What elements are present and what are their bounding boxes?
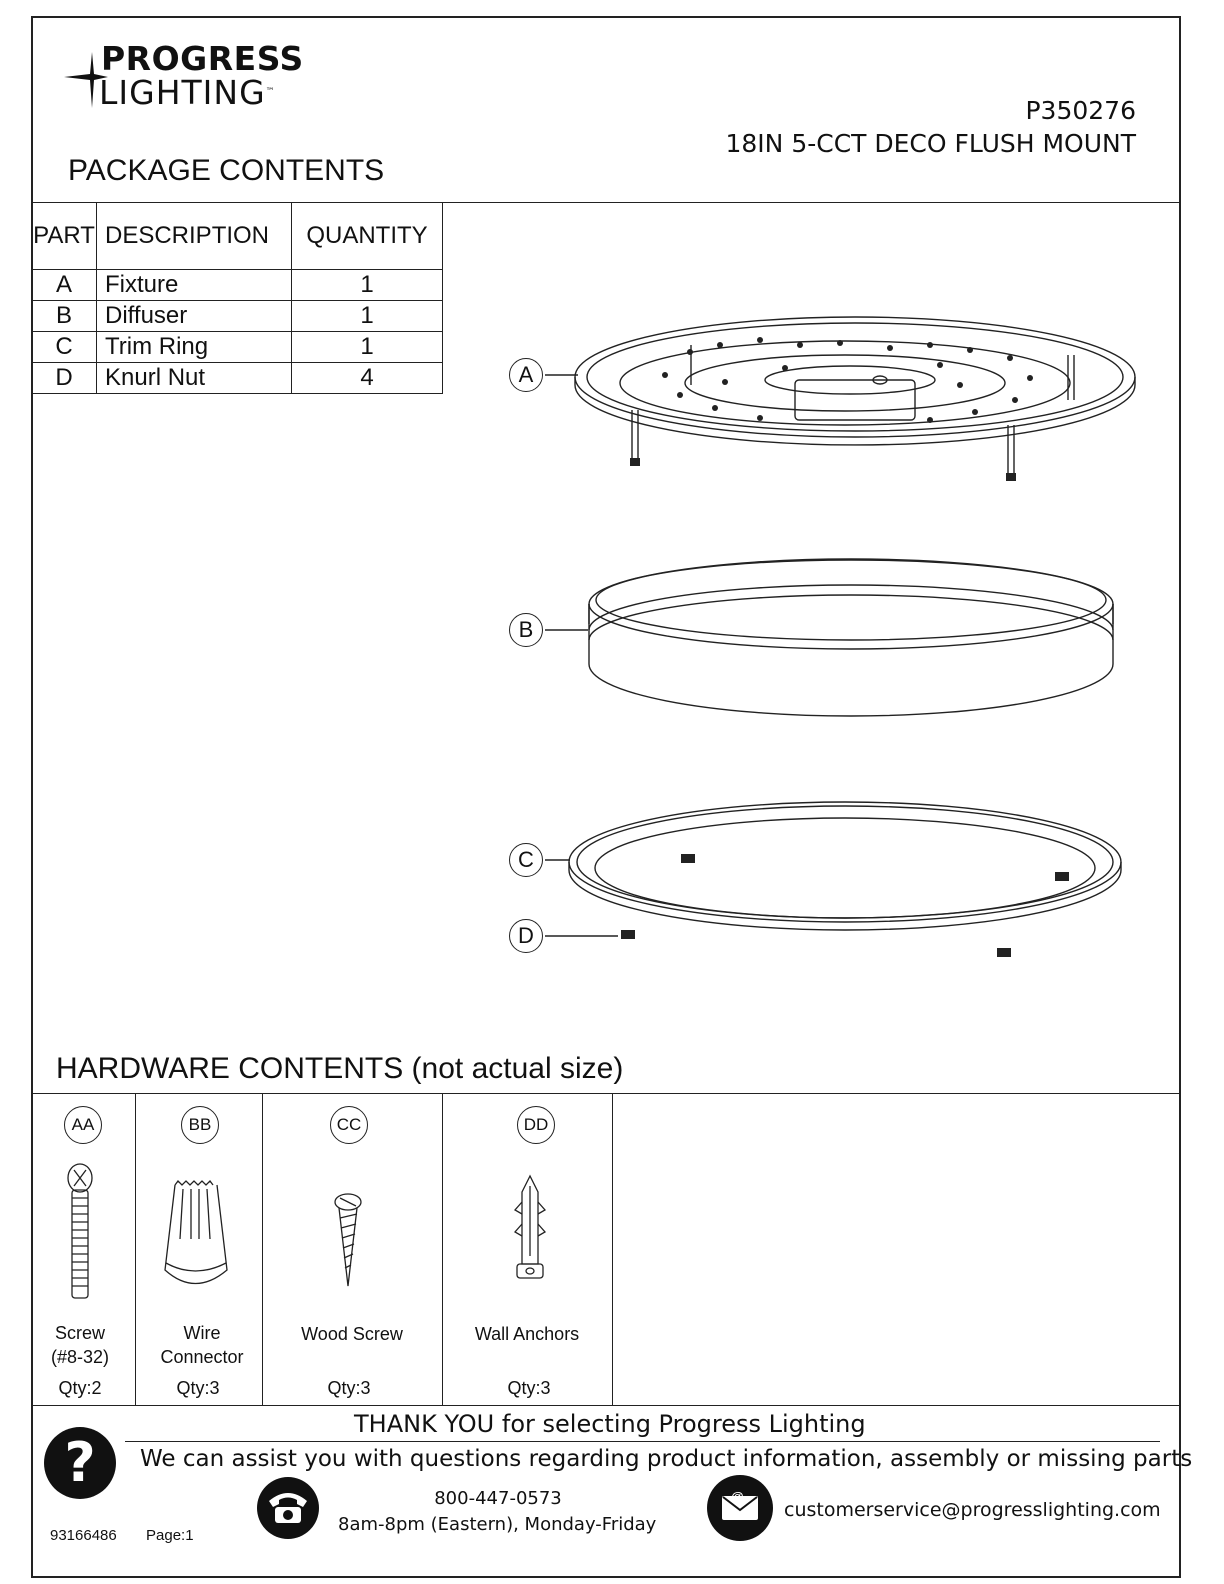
thank-you-text: THANK YOU for selecting Progress Lighting — [354, 1410, 866, 1438]
divider — [135, 1093, 136, 1405]
question-icon: ? — [44, 1427, 116, 1499]
knurl-nuts — [621, 854, 1069, 957]
cell-description: Fixture — [97, 270, 292, 301]
cell-description: Diffuser — [97, 301, 292, 332]
email-icon: @ — [707, 1475, 773, 1541]
hardware-qty: Qty:2 — [58, 1378, 102, 1398]
header-description: DESCRIPTION — [97, 203, 292, 270]
cell-quantity: 1 — [292, 301, 443, 332]
hardware-id: DD — [517, 1106, 555, 1144]
wire-connector-icon — [155, 1175, 235, 1300]
callout-b: B — [509, 613, 543, 647]
callout-d: D — [509, 919, 543, 953]
divider — [442, 1093, 443, 1405]
hardware-name-detail: (#8-32) — [50, 1347, 110, 1367]
hardware-name: Wall Anchors — [474, 1324, 580, 1344]
brand-line1: PROGRESS — [101, 39, 304, 78]
divider — [125, 1441, 1160, 1442]
phone-icon — [255, 1475, 321, 1541]
trim-ring-illustration — [569, 802, 1121, 930]
diffuser-illustration — [589, 559, 1113, 716]
table-header-row — [32, 203, 443, 270]
exploded-diagram — [460, 300, 1160, 980]
callout-a: A — [509, 358, 543, 392]
hardware-id: BB — [181, 1106, 219, 1144]
divider — [612, 1093, 613, 1405]
product-code: P350276 — [1025, 96, 1136, 125]
callout-c: C — [509, 843, 543, 877]
parts-table — [31, 202, 443, 394]
table-row — [32, 363, 443, 394]
phone-number[interactable]: 800-447-0573 — [434, 1488, 562, 1509]
support-hours: 8am-8pm (Eastern), Monday-Friday — [338, 1514, 657, 1535]
support-email[interactable]: customerservice@progresslighting.com — [784, 1499, 1161, 1521]
divider — [31, 1093, 1181, 1094]
product-name: 18IN 5-CCT DECO FLUSH MOUNT — [725, 129, 1136, 158]
package-contents-title: PACKAGE CONTENTS — [68, 154, 385, 187]
header-quantity: QUANTITY — [292, 203, 443, 270]
table-row — [32, 301, 443, 332]
cell-part: D — [32, 363, 97, 394]
brand-line2: LIGHTING™ — [99, 73, 276, 112]
hardware-qty: Qty:3 — [327, 1378, 371, 1398]
hardware-id: AA — [64, 1106, 102, 1144]
cell-description: Trim Ring — [97, 332, 292, 363]
hardware-name: Wire — [183, 1323, 221, 1343]
document-number: 93166486 — [50, 1527, 117, 1544]
cell-part: C — [32, 332, 97, 363]
wall-anchor-icon — [505, 1172, 555, 1284]
cell-part: A — [32, 270, 97, 301]
header-part: PART — [32, 203, 97, 270]
wood-screw-icon — [325, 1192, 371, 1292]
cell-quantity: 1 — [292, 270, 443, 301]
cell-part: B — [32, 301, 97, 332]
hardware-contents-title: HARDWARE CONTENTS (not actual size) — [56, 1052, 624, 1085]
assist-text: We can assist you with questions regarding product information, assembly or missing parts — [140, 1446, 1193, 1472]
table-row — [32, 332, 443, 363]
cell-quantity: 4 — [292, 363, 443, 394]
cell-quantity: 1 — [292, 332, 443, 363]
cell-description: Knurl Nut — [97, 363, 292, 394]
hardware-id: CC — [330, 1106, 368, 1144]
hardware-qty: Qty:3 — [507, 1378, 551, 1398]
hardware-name: Screw — [54, 1323, 105, 1343]
table-row — [32, 270, 443, 301]
hardware-name: Wood Screw — [301, 1324, 403, 1344]
divider — [31, 1405, 1181, 1406]
page-number: Page:1 — [146, 1527, 194, 1544]
hardware-name-detail: Connector — [160, 1347, 244, 1367]
screw-icon — [55, 1160, 105, 1305]
hardware-qty: Qty:3 — [176, 1378, 220, 1398]
fixture-illustration — [575, 317, 1135, 475]
